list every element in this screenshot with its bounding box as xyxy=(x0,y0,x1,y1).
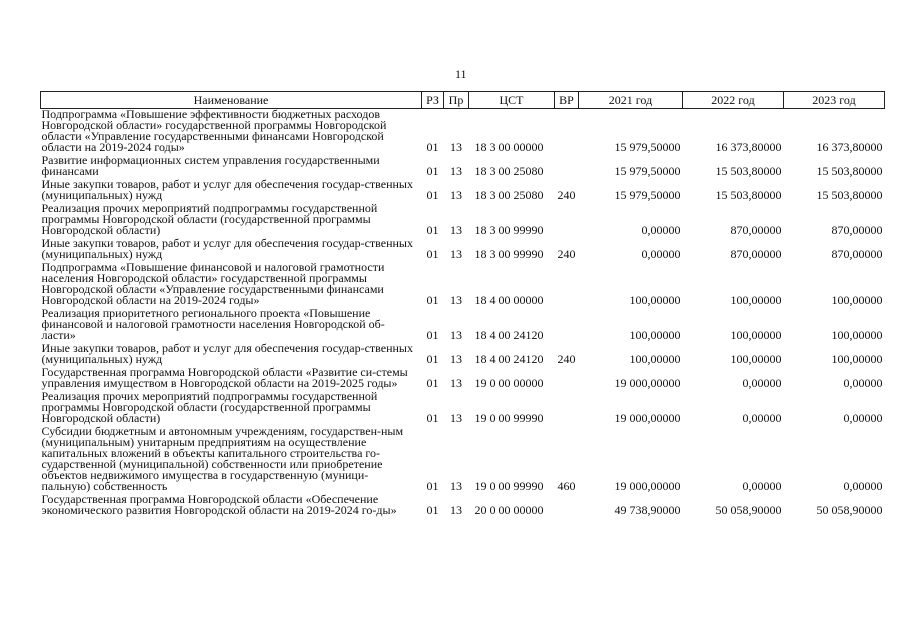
row-name: Реализация прочих мероприятий подпрограммы государственной программы Новгородской области (государственной программы Новгородской области) xyxy=(41,389,378,425)
row-2023: 100,00000 xyxy=(831,352,883,366)
row-2021: 15 979,50000 xyxy=(614,140,681,154)
row-cst: 18 3 00 25080 xyxy=(474,188,544,202)
row-name: Иные закупки товаров, работ и услуг для обеспечения государ-ственных (муниципальных) нужд xyxy=(41,341,413,366)
table-row xyxy=(41,238,885,262)
row-2021: 100,00000 xyxy=(629,352,681,366)
row-cst: 18 3 00 00000 xyxy=(474,140,544,154)
table-row xyxy=(41,179,885,203)
header-2023: 2023 год xyxy=(784,92,885,109)
header-vr: ВР xyxy=(555,92,579,109)
table-row xyxy=(41,494,885,518)
table-body xyxy=(41,109,885,519)
row-pr: 13 xyxy=(450,411,462,425)
table-row xyxy=(41,203,885,238)
row-vr: 240 xyxy=(557,352,576,366)
row-2021: 19 000,00000 xyxy=(614,376,681,390)
table-row xyxy=(41,426,885,494)
table-header xyxy=(41,92,885,109)
row-2022: 50 058,90000 xyxy=(715,503,782,517)
row-rz: 01 xyxy=(426,247,439,261)
row-rz: 01 xyxy=(426,293,439,307)
header-row xyxy=(41,92,885,109)
row-2021: 19 000,00000 xyxy=(614,411,681,425)
table-row xyxy=(41,155,885,179)
row-pr: 13 xyxy=(450,140,462,154)
row-name: Иные закупки товаров, работ и услуг для обеспечения государ-ственных (муниципальных) нужд xyxy=(41,236,413,261)
row-2021: 100,00000 xyxy=(629,328,681,342)
row-cst: 19 0 00 99990 xyxy=(474,479,544,493)
row-pr: 13 xyxy=(450,352,462,366)
header-name: Наименование xyxy=(41,92,422,109)
table-row xyxy=(41,262,885,308)
row-pr: 13 xyxy=(450,188,462,202)
row-pr: 13 xyxy=(450,503,462,517)
row-vr xyxy=(555,308,579,343)
row-rz: 01 xyxy=(426,223,439,237)
row-cst: 18 4 00 24120 xyxy=(474,328,544,342)
row-2023: 870,00000 xyxy=(831,223,883,237)
row-rz: 01 xyxy=(426,411,439,425)
row-2021: 19 000,00000 xyxy=(614,479,681,493)
row-vr xyxy=(555,155,579,179)
table-row xyxy=(41,367,885,391)
row-pr: 13 xyxy=(450,328,462,342)
row-pr: 13 xyxy=(450,479,462,493)
row-pr: 13 xyxy=(450,223,462,237)
row-name: Реализация прочих мероприятий подпрограммы государственной программы Новгородской области (государственной программы Новгородской области) xyxy=(41,201,378,237)
header-2021: 2021 год xyxy=(579,92,683,109)
row-rz: 01 xyxy=(426,188,439,202)
row-vr xyxy=(555,391,579,426)
row-2023: 100,00000 xyxy=(831,293,883,307)
row-rz: 01 xyxy=(426,352,439,366)
row-rz: 01 xyxy=(426,376,439,390)
row-name: Государственная программа Новгородской области «Развитие си-стемы управления имуществом в Новгородской области на 2019-2025 годы» xyxy=(41,365,408,390)
row-rz: 01 xyxy=(426,328,439,342)
row-2022: 100,00000 xyxy=(730,328,782,342)
row-name: Подпрограмма «Повышение эффективности бюджетных расходов Новгородской области» государственной программы Новгородской области «Управление государственными финансами Новгородской области на 2019-2024 годы» xyxy=(41,107,387,154)
row-2021: 15 979,50000 xyxy=(614,164,681,178)
row-rz: 01 xyxy=(426,164,439,178)
row-name: Реализация приоритетного регионального проекта «Повышение финансовой и налоговой грамотности населения Новгородской об-ласти» xyxy=(41,306,385,342)
row-rz: 01 xyxy=(426,140,439,154)
row-2023: 0,00000 xyxy=(843,376,883,390)
row-rz: 01 xyxy=(426,479,439,493)
table-row xyxy=(41,343,885,367)
table-row xyxy=(41,308,885,343)
row-cst: 19 0 00 99990 xyxy=(474,411,544,425)
row-name: Субсидии бюджетным и автономным учреждениям, государствен-ным (муниципальным) унитарным предприятиям на осуществление капитальных вложений в объекты капитального строительства го-сударственной (муниципальной) собственности или приобретение объектов недвижимого имущества в государственную (муници-пальную) собственность xyxy=(41,424,404,493)
row-name: Развитие информационных систем управления государственными финансами xyxy=(41,153,380,178)
row-2023: 16 373,80000 xyxy=(816,140,883,154)
header-2022: 2022 год xyxy=(683,92,784,109)
row-rz: 01 xyxy=(426,503,439,517)
row-name: Подпрограмма «Повышение финансовой и налоговой грамотности населения Новгородской области» государственной программы Новгородской области «Управление государственными финансами Новгородской области на 2019-2024 годы» xyxy=(41,260,385,307)
row-cst: 18 3 00 25080 xyxy=(474,164,544,178)
row-2022: 870,00000 xyxy=(730,247,782,261)
row-2021: 15 979,50000 xyxy=(614,188,681,202)
row-2021: 0,00000 xyxy=(641,247,681,261)
row-vr xyxy=(555,109,579,156)
header-pr: Пр xyxy=(444,92,469,109)
row-cst: 20 0 00 00000 xyxy=(474,503,544,517)
row-2022: 870,00000 xyxy=(730,223,782,237)
row-2023: 100,00000 xyxy=(831,328,883,342)
row-2021: 0,00000 xyxy=(641,223,681,237)
row-cst: 18 4 00 24120 xyxy=(474,352,544,366)
row-vr: 460 xyxy=(557,479,576,493)
header-cst: ЦСТ xyxy=(469,92,555,109)
budget-table xyxy=(40,91,885,518)
row-pr: 13 xyxy=(450,164,462,178)
row-name: Иные закупки товаров, работ и услуг для обеспечения государ-ственных (муниципальных) нужд xyxy=(41,177,413,202)
row-2021: 100,00000 xyxy=(629,293,681,307)
row-cst: 19 0 00 00000 xyxy=(474,376,544,390)
row-vr xyxy=(555,367,579,391)
row-2022: 16 373,80000 xyxy=(715,140,782,154)
row-cst: 18 4 00 00000 xyxy=(474,293,544,307)
row-2022: 15 503,80000 xyxy=(715,164,782,178)
row-2022: 0,00000 xyxy=(742,479,782,493)
table-row xyxy=(41,391,885,426)
row-2022: 100,00000 xyxy=(730,293,782,307)
row-pr: 13 xyxy=(450,293,462,307)
row-2023: 0,00000 xyxy=(843,411,883,425)
row-2022: 15 503,80000 xyxy=(715,188,782,202)
row-2023: 50 058,90000 xyxy=(816,503,883,517)
row-pr: 13 xyxy=(450,247,462,261)
row-vr xyxy=(555,494,579,518)
row-2023: 15 503,80000 xyxy=(816,164,883,178)
row-2022: 0,00000 xyxy=(742,376,782,390)
row-vr: 240 xyxy=(557,188,576,202)
row-2022: 100,00000 xyxy=(730,352,782,366)
header-rz: РЗ xyxy=(422,92,444,109)
row-vr xyxy=(555,203,579,238)
row-2023: 870,00000 xyxy=(831,247,883,261)
table-row xyxy=(41,109,885,156)
row-cst: 18 3 00 99990 xyxy=(474,247,544,261)
row-cst: 18 3 00 99990 xyxy=(474,223,544,237)
row-2021: 49 738,90000 xyxy=(614,503,681,517)
row-pr: 13 xyxy=(450,376,462,390)
row-2022: 0,00000 xyxy=(742,411,782,425)
row-name: Государственная программа Новгородской области «Обеспечение экономического развития Новгородской области на 2019-2024 го-ды» xyxy=(41,492,397,517)
row-2023: 15 503,80000 xyxy=(816,188,883,202)
row-2023: 0,00000 xyxy=(843,479,883,493)
row-vr: 240 xyxy=(557,247,576,261)
page-number: 11 xyxy=(455,67,467,81)
row-vr xyxy=(555,262,579,308)
